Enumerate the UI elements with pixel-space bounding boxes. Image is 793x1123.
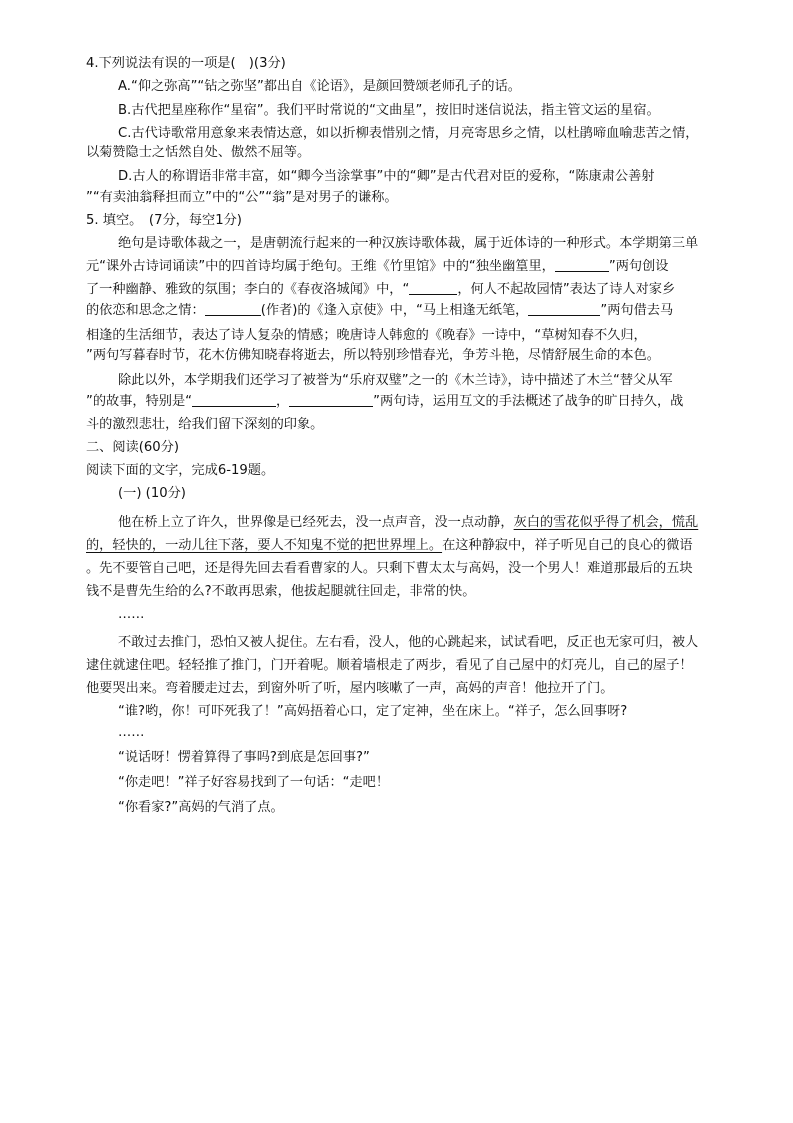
passage-line-5: 不敢过去推门，恐怕又被人捉住。左右看，没人，他的心跳起来，试试看吧，反正也无家可归，被人 <box>118 635 699 650</box>
passage-line-3: 。先不要管自己吧，还是得先回去看看曹家的人。只剩下曹太太与高妈，没一个男人！难道那最后的五块 <box>86 561 693 576</box>
passage-line-10: “你走吧！”祥子好容易找到了一句话：“走吧！ <box>118 775 390 790</box>
passage-line-7: 他要哭出来。弯着腰走过去，到窗外听了听，屋内咳嗽了一声，高妈的声音！他拉开了门。 <box>86 681 614 696</box>
q5-p2-line2: ”的故事，特别是“ ， ”两句诗，运用互文的手法概述了战争的旷日持久，战 <box>86 394 684 409</box>
q4-option-a: A.“仰之弥高”“钻之弥坚”都出自《论语》，是颜回赞颂老师孔子的话。 <box>118 79 521 94</box>
passage-line-2: 的，轻快的，一动儿往下落，要人不知鬼不觉的把世界埋上。在这种静寂中，祥子听见自己的良心的微语 <box>86 538 693 553</box>
section-intro: 阅读下面的文字，完成6-19题。 <box>86 463 275 478</box>
passage-line-9: “说话呀！愣着算得了事吗?到底是怎回事?” <box>118 750 370 765</box>
answer-blank[interactable] <box>192 393 276 407</box>
q4-option-b: B.古代把星座称作“星宿”。我们平时常说的“文曲星”，按旧时迷信说法，指主管文运的星宿。 <box>118 103 660 118</box>
answer-blank[interactable] <box>409 281 457 295</box>
q5-p2-line3: 斗的激烈悲壮，给我们留下深刻的印象。 <box>86 417 324 432</box>
q5-p1-line3: 了一种幽静、雅致的氛围；李白的《春夜洛城闻》中，“ ，何人不起故园情”表达了诗人对家乡 <box>86 282 676 297</box>
q4-option-c-line1: C.古代诗歌常用意象来表情达意，如以折柳表惜别之情，月亮寄思乡之情，以杜鹃啼血喻悲苦之情， <box>118 126 699 141</box>
answer-blank[interactable] <box>555 258 609 272</box>
q5-stem: 5. 填空。 (7分，每空1分) <box>86 213 242 228</box>
passage-line-8: “谁?哟，你！可吓死我了！”高妈捂着心口，定了定神，坐在床上。“祥子，怎么回事呀? <box>118 704 628 719</box>
q5-p1-line1: 绝句是诗歌体裁之一，是唐朝流行起来的一种汉族诗歌体裁，属于近体诗的一种形式。本学期第三单 <box>118 236 699 251</box>
passage-line-1: 他在桥上立了许久，世界像是已经死去，没一点声音，没一点动静，灰白的雪花似乎得了机会，慌乱 <box>118 515 699 530</box>
q5-p2-line1: 除此以外，本学期我们还学习了被誉为“乐府双璧”之一的《木兰诗》，诗中描述了木兰“替父从军 <box>118 373 673 388</box>
passage-ellipsis: …… <box>118 725 145 740</box>
q5-p1-line5: 相逢的生活细节，表达了诗人复杂的情感；晚唐诗人韩愈的《晚春》一诗中，“草树知春不久归， <box>86 328 647 343</box>
underlined-phrase: 灰白的雪花似乎得了机会，慌乱 <box>513 515 699 530</box>
answer-blank[interactable] <box>528 302 600 316</box>
passage-line-4: 钱不是曹先生给的么?不敢再思索，他拔起腿就往回走，非常的快。 <box>86 584 476 599</box>
q4-stem: 4.下列说法有误的一项是( )(3分) <box>86 56 286 71</box>
passage-line-6: 逮住就逮住吧。轻轻推了推门，门开着呢。顺着墙根走了两步，看见了自己屋中的灯亮儿，自己的屋子！ <box>86 658 693 673</box>
q5-p1-line6: ”两句写暮春时节，花木仿佛知晓春将逝去，所以特别珍惜春光，争芳斗艳，尽情舒展生命的本色。 <box>86 348 660 363</box>
answer-blank[interactable] <box>205 302 261 316</box>
q4-option-d-line2: ”“有卖油翁释担而立”中的“公”“翁”是对男子的谦称。 <box>86 190 398 205</box>
passage-ellipsis: …… <box>118 607 145 622</box>
q5-p1-line2: 元“课外古诗词诵读”中的四首诗均属于绝句。王维《竹里馆》中的“独坐幽篁里， ”两句创设 <box>86 259 669 274</box>
q4-option-c-line2: 以菊赞隐士之恬然自处、傲然不屈等。 <box>86 145 311 160</box>
passage-line-11: “你看家?”高妈的气消了点。 <box>118 800 284 815</box>
underlined-phrase: 的，轻快的，一动儿往下落，要人不知鬼不觉的把世界埋上。 <box>86 538 443 553</box>
q4-option-d-line1: D.古人的称谓语非常丰富，如“卿今当涂掌事”中的“卿”是古代君对臣的爱称，“陈康肃公善射 <box>118 169 655 184</box>
answer-blank[interactable] <box>289 393 373 407</box>
subsection-title: (一) (10分) <box>118 486 186 501</box>
q5-p1-line4: 的依恋和思念之情： (作者)的《逢入京使》中，“马上相逢无纸笔， ”两句借去马 <box>86 303 674 318</box>
section-heading: 二、阅读(60分) <box>86 440 180 455</box>
